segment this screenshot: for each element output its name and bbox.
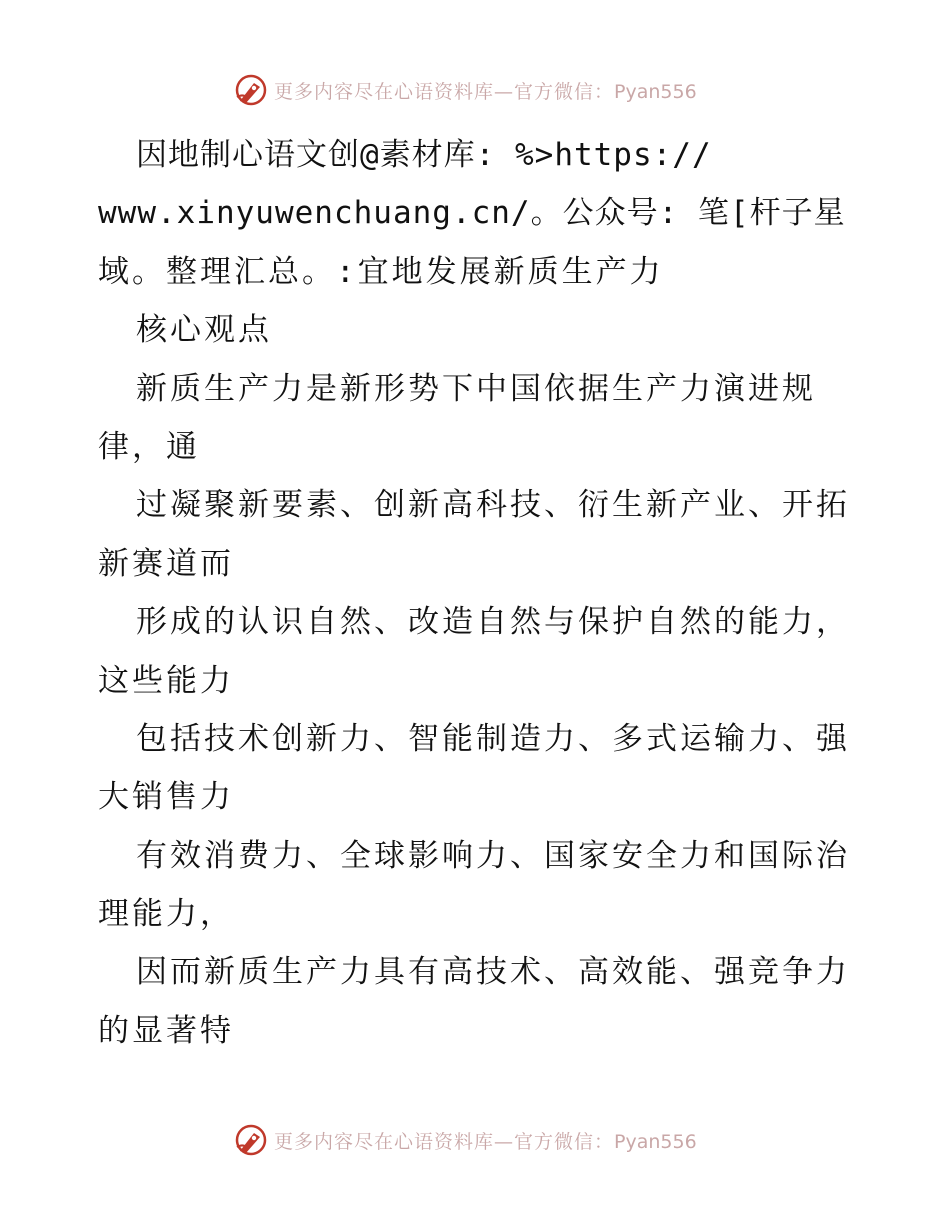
paragraph-line: 有效消费力、全球影响力、国家安全力和国际治	[136, 837, 850, 874]
document-body	[98, 126, 858, 1060]
paragraph-line: 包括技术创新力、智能制造力、多式运输力、强	[136, 720, 850, 757]
paragraph-line: 因而新质生产力具有高技术、高效能、强竞争力	[136, 954, 850, 991]
header-banner	[234, 72, 714, 108]
banner-wechat-id: Pyan556	[614, 1130, 697, 1153]
pen-nib-circle-logo-icon	[234, 1123, 268, 1157]
paragraph-line: 因地制心语文创@素材库: %>https://	[136, 137, 712, 173]
paragraph-line: 这些能力	[98, 662, 234, 699]
banner-text	[274, 77, 697, 104]
paragraph-line: 新赛道而	[98, 545, 234, 582]
banner-text	[274, 1127, 697, 1154]
footer-banner	[234, 1122, 714, 1158]
paragraph-line: 的显著特	[98, 1012, 234, 1049]
banner-wechat-id: Pyan556	[614, 80, 697, 103]
paragraph-line: 过凝聚新要素、创新高科技、衍生新产业、开拓	[136, 487, 850, 524]
paragraph-line: www.xinyuwenchuang.cn/。公众号: 笔[杆子星	[98, 195, 846, 232]
banner-caption: 更多内容尽在心语资料库—官方微信：	[274, 1130, 615, 1153]
banner-caption: 更多内容尽在心语资料库—官方微信：	[274, 80, 615, 103]
paragraph-line: 新质生产力是新形势下中国依据生产力演进规	[136, 370, 816, 407]
paragraph-line: 律，通	[98, 428, 200, 465]
section-heading: 核心观点	[136, 312, 272, 349]
pen-nib-circle-logo-icon	[234, 73, 268, 107]
paragraph-line: 域。整理汇总。:宜地发展新质生产力	[98, 253, 664, 290]
paragraph-line: 大销售力	[98, 779, 234, 816]
paragraph-line: 形成的认识自然、改造自然与保护自然的能力，	[136, 604, 850, 641]
paragraph-line: 理能力，	[98, 896, 234, 933]
